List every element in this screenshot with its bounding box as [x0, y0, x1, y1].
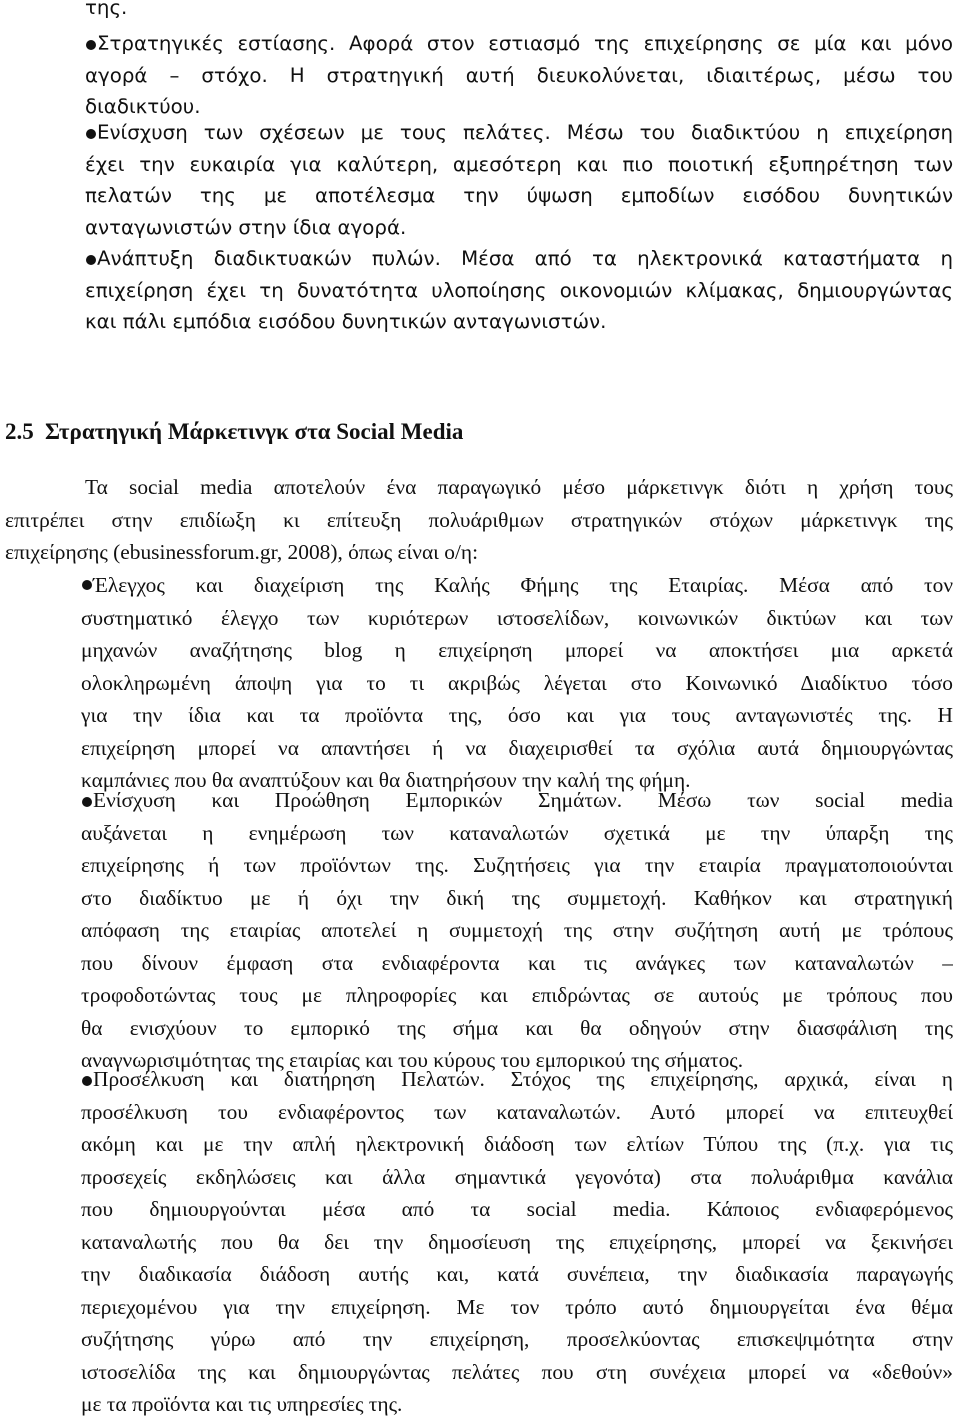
text-line: της. — [85, 0, 128, 19]
text-line: διαδικτύου. — [85, 95, 201, 118]
text-line: Έλεγχος και διαχείριση της Καλής Φήμης της Εταιρίας. Μέσα από τον — [93, 573, 953, 597]
text-line: για την ίδια και τα προϊόντα της, όσο και για τους ανταγωνιστές της. Η — [81, 703, 953, 727]
text-line: επιχείρηση έχει τη δυνατότητα υλοποίησης οικονομιών κλίμακας, δημιουργώντας — [85, 278, 953, 302]
text-line: και πάλι εμπόδια εισόδου δυνητικών ανταγωνιστών. — [85, 310, 607, 333]
text-line: ιστοσελίδα της και δημιουργώντας πελάτες που στη συνέχεια μπορεί να «δεθούν» — [81, 1359, 953, 1384]
text-line: επιχείρησης (ebusinessforum.gr, 2008), όπως είναι ο/η: — [5, 540, 479, 564]
text-line: μηχανών αναζήτησης blog η επιχείρηση μπορεί να αποκτήσει μια αρκετά — [81, 638, 953, 662]
text-line: την διαδικασία διάδοση αυτής και, κατά συνέπεια, την διαδικασία παραγωγής — [81, 1262, 953, 1286]
text-line: ακόμη και με την απλή ηλεκτρονική διάδοση των ελτίων Τύπου της (π.χ. για τις — [81, 1132, 953, 1156]
text-line: επιχείρησης ή των προϊόντων της. Συζητήσεις για την εταιρία πραγματοποιούνται — [81, 853, 953, 877]
text-line: αναγνωρισιμότητας της εταιρίας και του κύρους του εμπορικού της σήματος. — [81, 1048, 744, 1072]
text-line: επιτρέπει στην επιδίωξη κι επίτευξη πολυάριθμων στρατηγικών στόχων μάρκετινγκ της — [5, 507, 953, 532]
text-line: Στρατηγικές εστίασης. Αφορά στον εστιασμό της επιχείρησης σε μία και μόνο — [97, 32, 953, 55]
text-line: περιεχομένου για την επιχείρηση. Με τον τρόπο αυτό δημιουργείται ένα θέμα — [81, 1294, 953, 1319]
text-line: στο διαδίκτυο με ή όχι την δική της συμμετοχή. Καθήκον και στρατηγική — [81, 885, 953, 910]
carry-over-line — [85, 0, 960, 24]
section-title: Στρατηγική Μάρκετινγκ στα Social Media — [45, 419, 464, 444]
text-line: αγορά – στόχο. Η στρατηγική αυτή διευκολύνεται, ιδιαιτέρως, μέσω του — [85, 63, 953, 87]
text-line: έχει την ευκαιρία για καλύτερη, αμεσότερη και πιο ποιοτική εξυπηρέτηση των — [85, 152, 953, 176]
text-line: με τα προϊόντα και τις υπηρεσίες της. — [81, 1392, 403, 1416]
text-line: ολοκληρωμένη άποψη για το τι ακριβώς λέγεται στο Κοινωνικό Διαδίκτυο τόσο — [81, 670, 953, 695]
text-line: καταναλωτής που θα δει την δημοσίευση της επιχείρησης, μπορεί να ξεκινήσει — [81, 1229, 953, 1254]
text-line: Ανάπτυξη διαδικτυακών πυλών. Μέσα από τα ηλεκτρονικά καταστήματα η — [97, 247, 953, 270]
top-bullet-2 — [85, 117, 953, 243]
text-line: που δημιουργούνται μέσα από τα social media. Κάποιος ενδιαφερόμενος — [81, 1197, 953, 1221]
section-bullet-2 — [81, 784, 953, 1077]
top-bullet-1 — [85, 28, 953, 123]
text-line: απόφαση της εταιρίας αποτελεί η συμμετοχή της στην συζήτηση αυτή με τρόπους — [81, 918, 953, 942]
text-line: καμπάνιες που θα αναπτύξουν και θα διατηρήσουν την καλή της φήμη. — [81, 768, 691, 792]
section-heading — [5, 414, 463, 450]
text-line: συζήτησης γύρω από την επιχείρηση, προσελκύοντας επισκεψιμότητα στην — [81, 1327, 953, 1351]
text-line: επιχείρηση μπορεί να απαντήσει ή να διαχειρισθεί τα σχόλια αυτά δημιουργώντας — [81, 735, 953, 760]
text-line: προσεχείς εκδηλώσεις και άλλα σημαντικά γεγονότα) στα πολυάριθμα κανάλια — [81, 1164, 953, 1189]
text-line: αυξάνεται η ενημέρωση των καταναλωτών σχετικά με την ύπαρξη της — [81, 820, 953, 845]
section-number: 2.5 — [5, 419, 34, 444]
text-line: Τα social media αποτελούν ένα παραγωγικό μέσο μάρκετινγκ διότι η χρήση τους — [85, 475, 953, 499]
text-line: θα ενισχύουν το εμπορικό της σήμα και θα οδηγούν στην διασφάλιση της — [81, 1015, 953, 1040]
top-bullet-3 — [85, 243, 953, 338]
intro-paragraph — [5, 471, 953, 569]
section-bullet-1 — [81, 569, 953, 797]
text-line: που δίνουν έμφαση στα ενδιαφέροντα και τις ανάγκες των καταναλωτών – — [81, 950, 953, 975]
text-line: προσέλκυση του ενδιαφέροντος των καταναλωτών. Αυτό μπορεί να επιτευχθεί — [81, 1099, 953, 1124]
section-bullet-3 — [81, 1063, 953, 1421]
text-line: ανταγωνιστών στην ίδια αγορά. — [85, 215, 407, 239]
text-line: Ενίσχυση και Προώθηση Εμπορικών Σημάτων. Μέσω των social media — [93, 788, 953, 812]
text-line: πελατών της με αποτέλεσμα την ύψωση εμποδίων εισόδου δυνητικών — [85, 184, 953, 207]
text-line: Προσέλκυση και διατήρηση Πελατών. Στόχος της επιχείρησης, αρχικά, είναι η — [93, 1067, 953, 1091]
text-line: συστηματικό έλεγχο των κυριότερων ιστοσελίδων, κοινωνικών δικτύων και των — [81, 605, 953, 630]
text-line: τροφοδοτώντας τους με πληροφορίες και επιδρώντας σε αυτούς με τρόπους που — [81, 983, 953, 1007]
text-line: Ενίσχυση των σχέσεων με τους πελάτες. Μέσω του διαδικτύου η επιχείρηση — [97, 121, 953, 144]
